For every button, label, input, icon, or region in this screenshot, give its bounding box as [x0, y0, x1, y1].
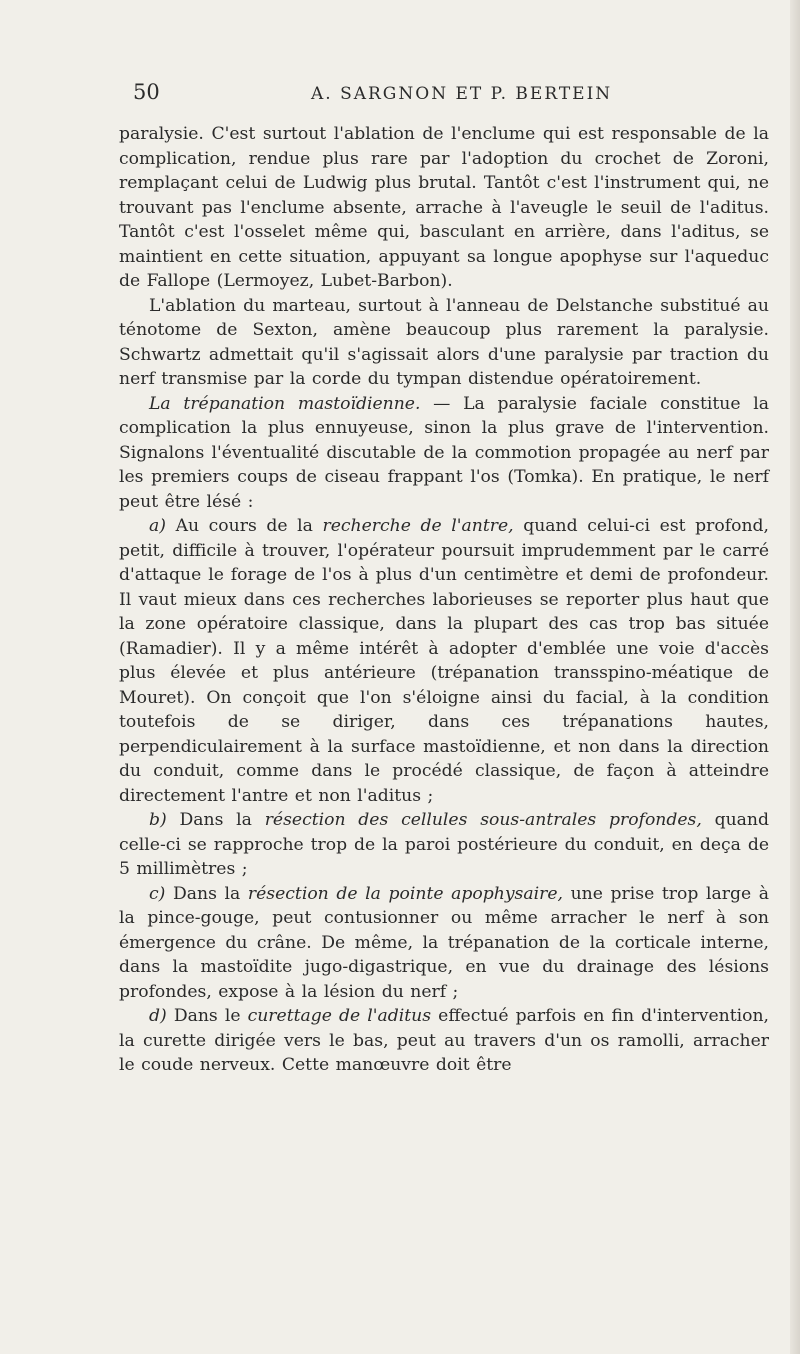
item-a-text: quand celui-ci est profond, petit, difficile à trouver, l'opérateur poursuit imprudemment par le carré d'attaque le forage de l'os à plus d'un centimètre et demi de profondeur. Il vaut mieux dans ces recherches laborieuses se reporter plus haut que la zone opératoire classique, dans la plupart des cas trop bas située (Ramadier). Il y a même intérêt à adopter d'emblée une voie d'accès plus élevée et plus antérieure (trépanation transspino-méatique de Mouret). On conçoit que l'on s'éloigne ainsi du facial, à la condition toutefois de se diriger, dans ces trépanations hautes, perpendiculairement à la surface mastoïdienne, et non dans la direction du conduit, comme dans le procédé classique, de façon à atteindre directement l'antre et non l'aditus ;	[119, 516, 769, 806]
item-b-italic: résection des cellules sous-antrales profondes,	[264, 810, 702, 830]
page-number: 50	[133, 80, 160, 104]
section-title: La trépanation mastoïdienne.	[149, 393, 421, 414]
item-b-label: b)	[149, 810, 167, 830]
item-b-pre: Dans la	[166, 810, 265, 830]
item-a-italic: recherche de l'antre,	[322, 516, 514, 536]
running-head: A. SARGNON ET P. BERTEIN	[311, 84, 613, 104]
item-c-text: une prise trop large à la pince-gouge, peut contusionner ou même arracher le nerf à son émergence du crâne. De même, la trépanation de la corticale interne, dans la mastoïdite jugo-digastrique, en vue du drainage des lésions profondes, expose à la lésion du nerf ;	[119, 883, 769, 1002]
page-header	[133, 80, 773, 112]
item-d-label: d)	[149, 1006, 167, 1026]
item-c-label: c)	[149, 883, 166, 904]
item-d-italic: curettage de l'aditus	[247, 1006, 432, 1026]
body-text	[119, 122, 769, 1078]
item-a-label: a)	[149, 516, 166, 536]
item-d-text: effectué parfois en fin d'intervention, la curette dirigée vers le bas, peut au travers d'un os ramolli, arracher le coude nerveux. Cette manœuvre doit être	[119, 1006, 769, 1075]
item-d	[119, 1004, 769, 1078]
paragraph-1: paralysie. C'est surtout l'ablation de l'enclume qui est responsable de la complication, rendue plus rare par l'adoption du crochet de Zoroni, remplaçant celui de Ludwig plus brutal. Tantôt c'est l'instrument qui, ne trouvant pas l'enclume absente, arrache à l'aveugle le seuil de l'aditus. Tantôt c'est l'osselet même qui, basculant en arrière, dans l'aditus, se maintient en cette situation, appuyant sa longue apophyse sur l'aqueduc de Fallope (Lermoyez, Lubet-Barbon).	[119, 124, 769, 291]
paragraph-3	[119, 392, 769, 515]
paragraph-2: L'ablation du marteau, surtout à l'anneau de Delstanche substitué au ténotome de Sexton, amène beaucoup plus rarement la paralysie. Schwartz admettait qu'il s'agissait alors d'une paralysie par traction du nerf transmise par la corde du tympan distendue opératoirement.	[119, 295, 769, 389]
item-a	[119, 514, 769, 808]
item-c-italic: résection de la pointe apophysaire,	[247, 883, 563, 904]
item-b	[119, 808, 769, 882]
page-edge-shadow	[790, 0, 800, 1354]
item-c	[119, 882, 769, 1005]
item-a-pre: Au cours de la	[165, 516, 323, 536]
item-d-pre: Dans le	[166, 1006, 248, 1026]
item-c-pre: Dans la	[165, 883, 248, 904]
item-b-text: quand celle-ci se rapproche trop de la paroi postérieure du conduit, en deça de 5 millimètres ;	[119, 810, 769, 879]
paragraph-3-text: — La paralysie faciale constitue la complication la plus ennuyeuse, sinon la plus grave de l'intervention. Signalons l'éventualité discutable de la commotion propagée au nerf par les premiers coups de ciseau frappant l'os (Tomka). En pratique, le nerf peut être lésé :	[119, 393, 769, 512]
